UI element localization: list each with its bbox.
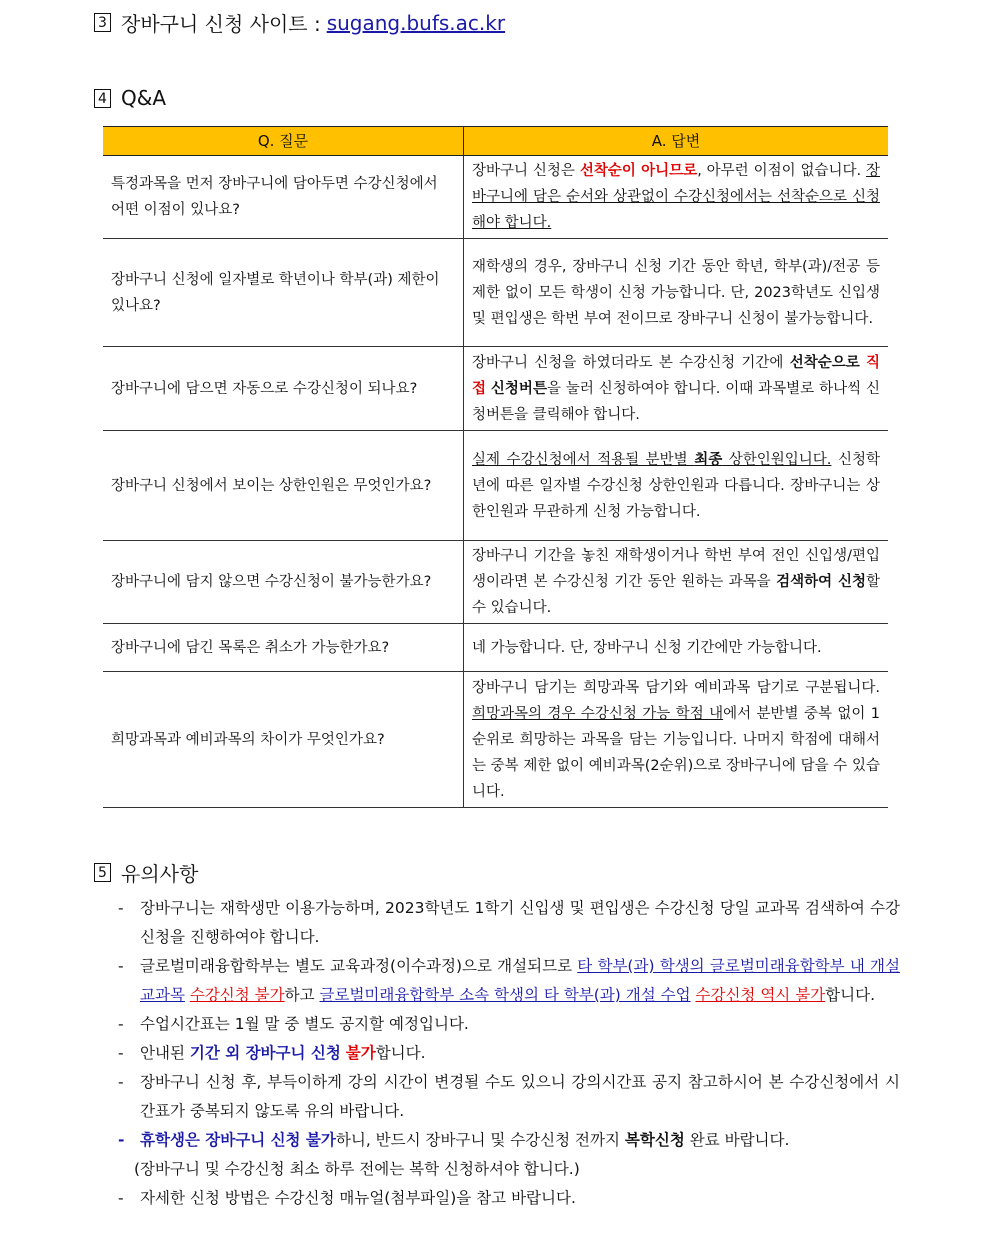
note-red-underline: 수강신청 역시 불가 bbox=[695, 986, 826, 1004]
note-segment: 하니, 반드시 장바구니 및 수강신청 전까지 bbox=[335, 1131, 625, 1149]
answer-text: 장바구니 기간을 놓친 재학생이거나 학번 부여 전인 신입생/편입생이라면 본 수강신청 기간 동안 원하는 과목을 bbox=[472, 548, 880, 590]
note-blue-underline: 타 학부(과) 학생의 글로벌미래융합학부 내 개설 교과목 bbox=[140, 957, 901, 1004]
list-item-sub bbox=[118, 1155, 900, 1184]
note-text bbox=[140, 894, 900, 952]
note-segment: 하고 bbox=[284, 986, 320, 1004]
list-item bbox=[118, 1184, 900, 1213]
qa-table-header bbox=[103, 127, 888, 156]
list-item bbox=[118, 1126, 900, 1155]
answer-text: 네 가능합니다. 단, 장바구니 신청 기간에만 가능합니다. bbox=[472, 639, 822, 656]
note-sub-text: (장바구니 및 수강신청 최소 하루 전에는 복학 신청하셔야 합니다.) bbox=[134, 1160, 580, 1178]
section-3-heading bbox=[94, 8, 505, 37]
note-text bbox=[140, 1126, 900, 1155]
note-segment: 자세한 신청 방법은 수강신청 매뉴얼(첨부파일)을 참고 바랍니다. bbox=[140, 1189, 576, 1207]
bullet-dash: - bbox=[118, 899, 124, 917]
note-segment: 장바구니 신청 후, 부득이하게 강의 시간이 변경될 수도 있으니 강의시간표 공지 참고하시어 본 수강신청에서 시간표가 중복되지 않도록 유의 바랍니다. bbox=[140, 1073, 900, 1120]
section-4-heading bbox=[94, 86, 166, 110]
list-item bbox=[118, 952, 900, 1010]
answer-cell bbox=[464, 672, 889, 808]
answer-text: 장바구니 신청을 하였더라도 본 수강신청 기간에 bbox=[472, 354, 790, 371]
answer-highlight: 직접 bbox=[472, 354, 881, 397]
answer-bold: 선착순으로 bbox=[789, 354, 860, 371]
answer-underline: 장바구니에 담은 순서와 상관없이 수강신청에서는 선착순으로 신청해야 합니다. bbox=[472, 163, 880, 231]
answer-text: 장바구니 담기는 희망과목 담기와 예비과목 담기로 구분됩니다. bbox=[472, 679, 880, 696]
question-cell: 특정과목을 먼저 장바구니에 담아두면 수강신청에서 어떤 이점이 있나요? bbox=[103, 156, 464, 239]
answer-cell bbox=[464, 431, 889, 541]
list-item bbox=[118, 1039, 900, 1068]
note-segment: 글로벌미래융합학부는 별도 교육과정(이수과정)으로 개설되므로 bbox=[140, 957, 578, 975]
bullet-dash: - bbox=[118, 1015, 124, 1033]
answer-text: 에서 분반별 중복 없이 1순위로 희망하는 과목을 담는 기능입니다. 나머지 학점에 대해서는 중복 제한 없이 예비과목(2순위)으로 장바구니에 담을 수 있습니다. bbox=[472, 705, 880, 800]
note-segment: 완료 바랍니다. bbox=[684, 1131, 790, 1149]
question-cell: 장바구니 신청에서 보이는 상한인원은 무엇인가요? bbox=[103, 431, 464, 541]
section-3-number: 3 bbox=[94, 13, 111, 32]
note-blue-underline: 글로벌미래융합학부 소속 학생의 타 학부(과) 개설 수업 bbox=[319, 986, 691, 1004]
sugang-site-link[interactable]: sugang.bufs.ac.kr bbox=[326, 10, 506, 35]
question-cell: 장바구니에 담으면 자동으로 수강신청이 되나요? bbox=[103, 347, 464, 431]
list-item bbox=[118, 1068, 900, 1126]
bullet-dash: - bbox=[118, 957, 124, 975]
header-question: Q. 질문 bbox=[103, 127, 464, 156]
answer-text: 신청학년에 따른 일자별 수강신청 상한인원과 다릅니다. 장바구니는 상한인원과 무관하게 신청 가능합니다. bbox=[472, 451, 880, 520]
note-text bbox=[140, 1068, 900, 1126]
note-bold: 복학신청 bbox=[624, 1131, 685, 1149]
answer-text: , 아무런 이점이 없습니다. bbox=[697, 163, 866, 179]
question-cell: 장바구니 신청에 일자별로 학년이나 학부(과) 제한이 있나요? bbox=[103, 239, 464, 347]
table-row bbox=[103, 156, 888, 239]
answer-text: 을 눌러 신청하여야 합니다. 이때 과목별로 하나씩 신청버튼을 클릭해야 합니다. bbox=[472, 380, 880, 423]
note-text bbox=[140, 1010, 900, 1039]
bullet-dash: - bbox=[118, 1189, 124, 1207]
notice-list bbox=[118, 894, 900, 1213]
answer-highlight: 선착순이 아니므로 bbox=[579, 163, 698, 179]
table-row bbox=[103, 672, 888, 808]
note-segment: 수업시간표는 1월 말 중 별도 공지할 예정입니다. bbox=[140, 1015, 469, 1033]
note-red-bold: 불가 bbox=[345, 1044, 376, 1062]
section-4-number: 4 bbox=[94, 89, 111, 108]
note-text bbox=[140, 1039, 900, 1068]
table-row bbox=[103, 624, 888, 672]
bullet-dash: - bbox=[118, 1073, 124, 1091]
answer-underline: 상한인원입니다. bbox=[722, 451, 832, 468]
section-5-number: 5 bbox=[94, 863, 111, 882]
answer-bold: 최종 bbox=[694, 451, 723, 468]
answer-bold: 신청버튼 bbox=[490, 380, 547, 397]
note-red-underline: 수강신청 불가 bbox=[189, 986, 285, 1004]
note-text bbox=[140, 1184, 900, 1213]
question-cell: 희망과목과 예비과목의 차이가 무엇인가요? bbox=[103, 672, 464, 808]
answer-cell bbox=[464, 239, 889, 347]
section-5-title: 유의사항 bbox=[121, 862, 199, 886]
section-4-title: Q&A bbox=[121, 86, 167, 110]
answer-underline: 희망과목의 경우 수강신청 가능 학점 내 bbox=[472, 705, 724, 722]
table-row bbox=[103, 239, 888, 347]
answer-text: 재학생의 경우, 장바구니 신청 기간 동안 학년, 학부(과)/전공 등 제한 없이 모든 학생이 신청 가능합니다. 단, 2023학년도 신입생 및 편입생은 학번 부여 전이므로 장바구니 신청이 불가능합니다. bbox=[472, 258, 880, 327]
answer-cell bbox=[464, 624, 889, 672]
answer-underline: 실제 수강신청에서 적용될 분반별 bbox=[472, 451, 695, 468]
note-text bbox=[140, 952, 900, 1010]
note-blue-bold: 기간 외 장바구니 신청 bbox=[189, 1044, 341, 1062]
list-item bbox=[118, 1010, 900, 1039]
question-cell: 장바구니에 담긴 목록은 취소가 가능한가요? bbox=[103, 624, 464, 672]
answer-cell bbox=[464, 347, 889, 431]
question-cell: 장바구니에 담지 않으면 수강신청이 불가능한가요? bbox=[103, 541, 464, 624]
answer-cell bbox=[464, 156, 889, 239]
header-answer: A. 답변 bbox=[464, 127, 889, 156]
answer-text: 할 수 있습니다. bbox=[472, 574, 880, 616]
qa-table bbox=[103, 126, 888, 808]
answer-text: 장바구니 신청은 bbox=[472, 163, 580, 179]
note-segment: 합니다. bbox=[825, 986, 876, 1004]
section-5-heading bbox=[94, 858, 198, 887]
list-item bbox=[118, 894, 900, 952]
table-row bbox=[103, 541, 888, 624]
table-row bbox=[103, 347, 888, 431]
note-segment: 장바구니는 재학생만 이용가능하며, 2023학년도 1학기 신입생 및 편입생은 수강신청 당일 교과목 검색하여 수강신청을 진행하여야 합니다. bbox=[140, 899, 900, 946]
section-3-title: 장바구니 신청 사이트 : bbox=[121, 12, 321, 36]
answer-cell bbox=[464, 541, 889, 624]
bullet-dash: - bbox=[118, 1044, 124, 1062]
note-segment: 안내된 bbox=[140, 1044, 190, 1062]
bullet-dash: - bbox=[118, 1131, 125, 1149]
table-row bbox=[103, 431, 888, 541]
note-blue-bold: 휴학생은 장바구니 신청 불가 bbox=[140, 1131, 336, 1149]
note-segment: 합니다. bbox=[375, 1044, 426, 1062]
answer-bold: 검색하여 신청 bbox=[776, 574, 866, 590]
